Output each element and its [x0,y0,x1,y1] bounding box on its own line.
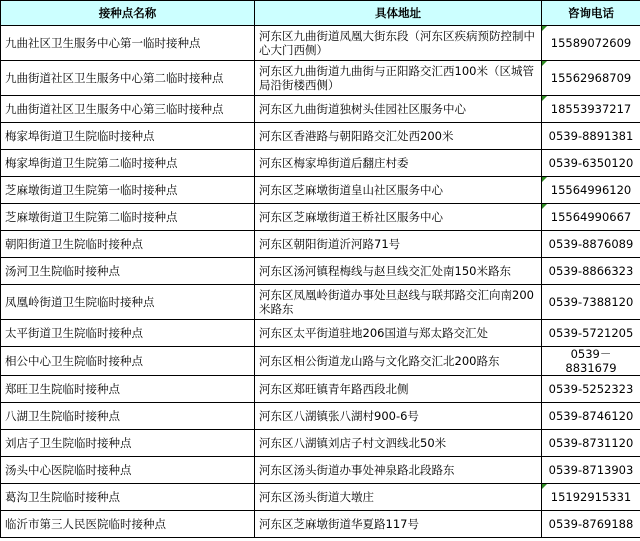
cell-marker-icon [542,26,547,31]
table-row [1,320,640,347]
site-name-cell: 九曲街道社区卫生服务中心第二临时接种点 [1,61,255,96]
phone-cell [542,26,640,61]
site-name-cell: 太平街道卫生院临时接种点 [1,320,255,347]
address-cell: 河东区九曲街道凤凰大街东段（河东区疾病预防控制中心大门西侧） [255,26,542,61]
address-cell: 河东区朝阳街道沂河路71号 [255,231,542,258]
table-row [1,96,640,123]
address-cell: 河东区相公街道龙山路与文化路交汇北200路东 [255,347,542,376]
address-cell: 河东区凤凰岭街道办事处旦赵线与联邦路交汇向南200米路东 [255,285,542,320]
table-row [1,285,640,320]
column-header-site: 接种点名称 [1,1,255,26]
table-row [1,150,640,177]
address-cell: 河东区汤头街道办事处神泉路北段路东 [255,457,542,484]
site-name-cell: 凤凰岭街道卫生院临时接种点 [1,285,255,320]
phone-cell: 0539-8891381 [542,123,640,150]
table-row [1,204,640,231]
table-row [1,376,640,403]
address-cell: 河东区芝麻墩街道王桥社区服务中心 [255,204,542,231]
phone-text: 15589072609 [550,36,632,50]
address-cell: 河东区九曲街道独树头佳园社区服务中心 [255,96,542,123]
table-row [1,511,640,538]
site-name-cell: 汤头中心医院临时接种点 [1,457,255,484]
address-cell: 河东区八湖镇刘店子村文泗线北50米 [255,430,542,457]
table-row [1,177,640,204]
phone-cell [542,61,640,96]
table-header-row [1,1,640,26]
phone-cell: 0539-6350120 [542,150,640,177]
phone-cell: 0539-8769188 [542,511,640,538]
table-row [1,61,640,96]
site-name-cell: 相公中心卫生院临时接种点 [1,347,255,376]
address-cell: 河东区汤头街道大墩庄 [255,484,542,511]
table-row [1,231,640,258]
site-name-cell: 梅家埠街道卫生院第二临时接种点 [1,150,255,177]
phone-cell [542,96,640,123]
cell-marker-icon [542,177,547,182]
phone-cell [542,177,640,204]
site-name-cell: 临沂市第三人民医院临时接种点 [1,511,255,538]
address-cell: 河东区郑旺镇青年路西段北侧 [255,376,542,403]
address-cell: 河东区梅家埠街道后翻庄村委 [255,150,542,177]
phone-text: 15564990667 [550,210,632,224]
table-row [1,457,640,484]
phone-cell: 0539-8731120 [542,430,640,457]
phone-cell: 0539-5721205 [542,320,640,347]
phone-cell: 0539-5252323 [542,376,640,403]
table-row [1,347,640,376]
site-name-cell: 朝阳街道卫生院临时接种点 [1,231,255,258]
phone-text: 15192915331 [550,490,632,504]
cell-marker-icon [542,96,547,101]
phone-cell [542,204,640,231]
phone-cell: 0539-8876089 [542,231,640,258]
site-name-cell: 九曲社区卫生服务中心第一临时接种点 [1,26,255,61]
phone-text: 15562968709 [550,71,632,85]
address-cell: 河东区八湖镇张八湖村900-6号 [255,403,542,430]
address-cell: 河东区芝麻墩街道皇山社区服务中心 [255,177,542,204]
cell-marker-icon [542,484,547,489]
table-row [1,26,640,61]
site-name-cell: 葛沟卫生院临时接种点 [1,484,255,511]
cell-marker-icon [542,61,547,66]
table-row [1,258,640,285]
column-header-phone: 咨询电话 [542,1,640,26]
phone-cell: 0539－8831679 [542,347,640,376]
site-name-cell: 九曲街道社区卫生服务中心第三临时接种点 [1,96,255,123]
phone-cell [542,484,640,511]
site-name-cell: 芝麻墩街道卫生院第二临时接种点 [1,204,255,231]
table-row [1,430,640,457]
site-name-cell: 刘店子卫生院临时接种点 [1,430,255,457]
phone-cell: 0539-7388120 [542,285,640,320]
site-name-cell: 八湖卫生院临时接种点 [1,403,255,430]
table-row [1,403,640,430]
site-name-cell: 梅家埠街道卫生院临时接种点 [1,123,255,150]
cell-marker-icon [542,204,547,209]
address-cell: 河东区香港路与朝阳路交汇处西200米 [255,123,542,150]
phone-cell: 0539-8746120 [542,403,640,430]
address-cell: 河东区太平街道驻地206国道与郑太路交汇处 [255,320,542,347]
phone-text: 18553937217 [550,102,632,116]
phone-text: 15564996120 [550,183,632,197]
site-name-cell: 芝麻墩街道卫生院第一临时接种点 [1,177,255,204]
phone-cell: 0539-8866323 [542,258,640,285]
address-cell: 河东区九曲街道九曲街与正阳路交汇西100米（区城管局沿街楼西侧） [255,61,542,96]
address-cell: 河东区芝麻墩街道华夏路117号 [255,511,542,538]
phone-cell: 0539-8713903 [542,457,640,484]
table-row [1,123,640,150]
site-name-cell: 汤河卫生院临时接种点 [1,258,255,285]
address-cell: 河东区汤河镇程梅线与赵旦线交汇处南150米路东 [255,258,542,285]
table-row [1,484,640,511]
column-header-address: 具体地址 [255,1,542,26]
site-name-cell: 郑旺卫生院临时接种点 [1,376,255,403]
